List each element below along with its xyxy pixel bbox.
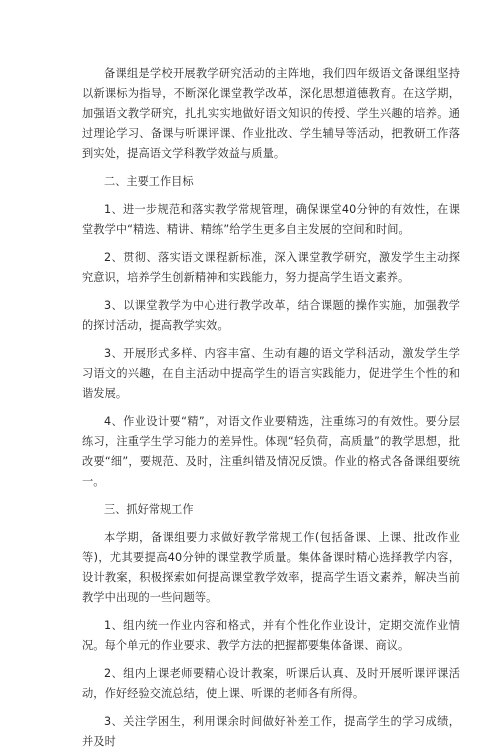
goal-paragraph: 2、贯彻、落实语文课程新标准，深入课堂教学研究，激发学生主动探究意识，培养学生创新精神和实践能力，努力提高学生语文素养。 [82,251,460,284]
goal-paragraph: 3、开展形式多样、内容丰富、生动有趣的语文学科活动，激发学生学习语文的兴趣，在自主活动中提高学生的语言实践能力，促进学生个性的和谐发展。 [82,347,460,400]
intro-paragraph: 备课组是学校开展教学研究活动的主阵地，我们四年级语文备课组坚持以新课标为指导，不断深化课堂教学改革，深化思想道德教育。在这学期，加强语文教学研究，扎扎实实地做好语文知识的传授、学生兴趣的培养。通过理论学习、备课与听课评课、作业批改、学生辅导等活动，把教研工作落到实处，提高语文学科教学效益与质量。 [82,67,460,160]
section-heading-goals: 二、主要工作目标 [104,175,194,188]
routine-paragraph: 1、组内统一作业内容和格式，并有个性化作业设计，定期交流作业情况。每个单元的作业要求、教学方法的把握都要集体备课、商议。 [82,619,460,652]
section-heading-routine: 三、抓好常规工作 [104,503,194,516]
goal-paragraph: 4、作业设计要“精”，对语文作业要精选，注重练习的有效性。要分层练习，注重学生学习能力的差异性。体现“轻负荷，高质量”的教学思想，批改要“细”，要规范、及时，注重纠错及情况反馈。作业的格式各备课组要统一。 [82,415,460,488]
routine-paragraph: 2、组内上课老师要精心设计教案，听课后认真、及时开展听课评课活动，作好经验交流总结，使上课、听课的老师各有所得。 [82,667,460,700]
routine-paragraph: 3、关注学困生，利用课余时间做好补差工作，提高学生的学习成绩，并及时 [82,715,460,748]
goal-paragraph: 1、进一步规范和落实教学常规管理，确保课堂40分钟的有效性，在课堂教学中“精选、精讲、精练”给学生更多自主发展的空间和时间。 [82,203,460,236]
routine-intro-paragraph: 本学期，备课组要力求做好教学常规工作(包括备课、上课、批改作业等)，尤其要提高40分钟的课堂教学质量。集体备课时精心选择教学内容，设计教案，积极探索如何提高课堂教学效率，提高学生语文素养，解决当前教学中出现的一些问题等。 [82,531,460,604]
goal-paragraph: 3、以课堂教学为中心进行教学改革，结合课题的操作实施，加强教学的探讨活动，提高教学实效。 [82,299,460,332]
